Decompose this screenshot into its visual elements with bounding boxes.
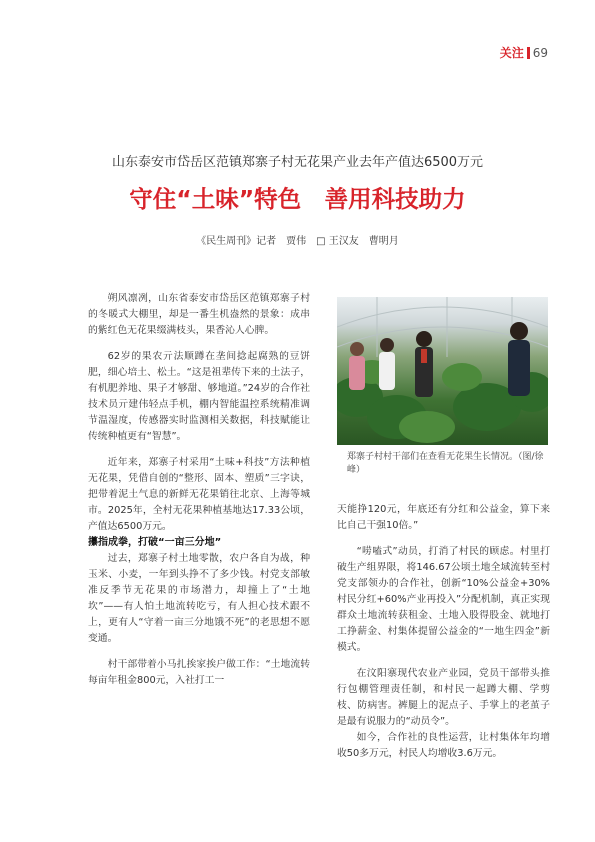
right-column: [337, 502, 550, 762]
paragraph: “唠嗑式”动员，打消了村民的顾虑。村里打破生产组界限，将146.67公顷土地全域流转至村党支部领办的合作社，创新“10%公益金+30%村民分红+60%产业再投入”分配机制，真正实现群众土地流转获租金、土地入股得股金、就地打工挣薪金、村集体提留公益金的“一地生四金”新模式。: [337, 546, 550, 653]
article-title: 守住“土味”特色 善用科技助力: [129, 185, 466, 213]
article-subtitle: 山东泰安市岱岳区范镇郑寨子村无花果产业去年产值达6500万元: [111, 155, 484, 170]
paragraph: 在汶阳寨现代农业产业园，党员干部带头推行包棚管理责任制，和村民一起蹲大棚、学剪枝、防病害。裤腿上的泥点子、手掌上的老茧子是最有说服力的“动员令”。: [337, 668, 550, 727]
left-column: [88, 291, 310, 689]
paragraph: 近年来，郑寨子村采用“土味+科技”方法种植无花果，凭借自创的“整形、固本、塑质”三字诀，把带着泥土气息的新鲜无花果销往北京、上海等城市。2025年，全村无花果种植基地达17.33公顷，产值达6500万元。: [88, 457, 310, 532]
article-byline: 《民生周刊》记者 贾伟 □ 王汉友 曹明月: [196, 236, 399, 247]
paragraph: 朔风凛冽，山东省泰安市岱岳区范镇郑寨子村的冬暖式大棚里，却是一番生机盎然的景象：成串的紫红色无花果缀满枝头，果香沁人心脾。: [88, 293, 310, 336]
paragraph: 如今，合作社的良性运营，让村集体年均增收50多万元，村民人均增收3.6万元。: [337, 732, 550, 759]
paragraph: 天能挣120元，年底还有分红和公益金，算下来比自己干强10倍。”: [337, 504, 550, 531]
page-number: 69: [532, 45, 548, 60]
photo-caption: 郑寨子村村干部们在查看无花果生长情况。（图/徐峰）: [347, 452, 544, 475]
paragraph: 村干部带着小马扎挨家挨户做工作：“土地流转每亩年租金800元，入社打工一: [88, 659, 310, 686]
section-label: 关注: [499, 46, 524, 60]
page-header: [500, 44, 548, 61]
paragraph: 62岁的果农亓法顺蹲在垄间捻起腐熟的豆饼肥，细心培土、松土。“这是祖辈传下来的土法子，有机肥养地、果子才够甜、够地道。”24岁的合作社技术员亓建伟轻点手机，棚内智能温控系统精准调节温湿度，传感器实时监测相关数据，科技赋能让传统种植更有“智慧”。: [88, 351, 310, 442]
paragraph: 过去，郑寨子村土地零散，农户各自为战，种玉米、小麦，一年到头挣不了多少钱。村党支部敏准反季节无花果的市场潜力，却撞上了“土地坎”——有人怕土地流转吃亏，有人担心技术跟不上，更有人“守着一亩三分地饿不死”的老思想不愿变通。: [88, 553, 310, 644]
header-divider: [527, 47, 530, 59]
photo-illustration: [337, 297, 548, 445]
section-heading: 攥指成拳，打破“一亩三分地”: [88, 537, 222, 548]
greenhouse-photo: [337, 297, 548, 445]
